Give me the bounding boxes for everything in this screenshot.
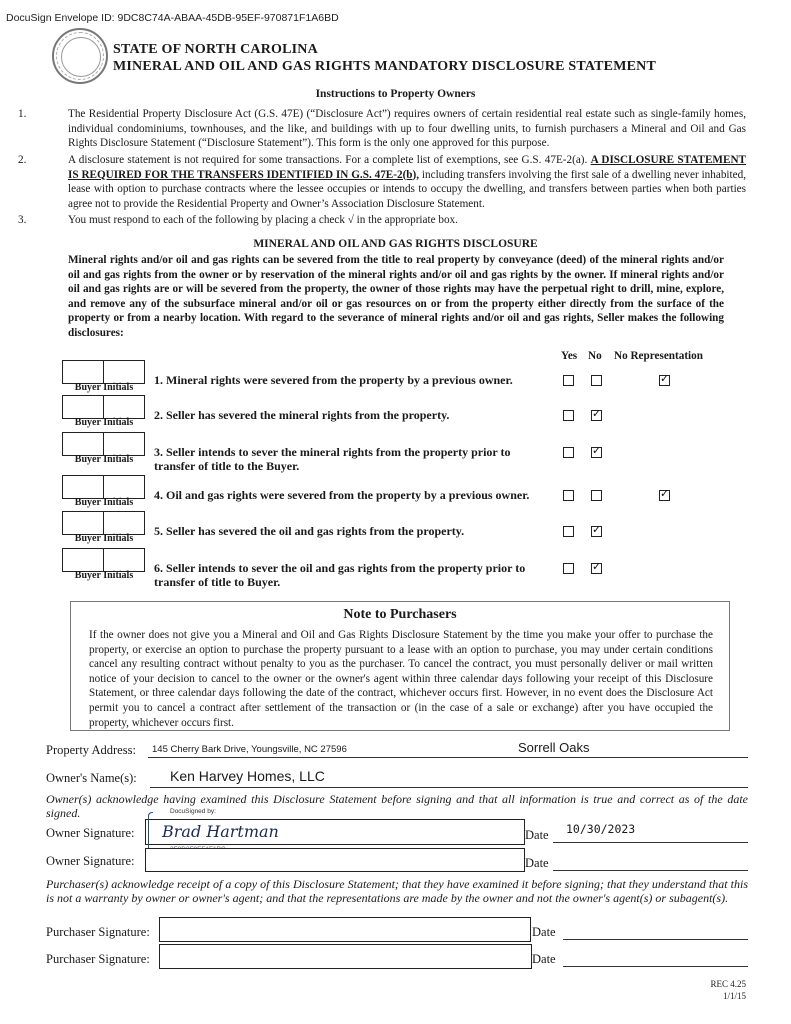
buyer-initials-box-1[interactable] [62,395,104,419]
buyer-initials-label: Buyer Initials [74,382,134,393]
instruction-item [18,213,746,228]
disclosure-question: 1. Mineral rights were severed from the property by a previous owner. [154,373,513,387]
form-footer [650,978,746,1002]
note-title: Note to Purchasers [343,607,457,622]
instruction-text: A disclosure statement is not required for some transactions. For a complete list of exemptions, see G.S. 47E-2(a). [68,154,591,166]
buyer-initials-box-1[interactable] [62,475,104,499]
checkbox-yes[interactable] [563,447,574,458]
checkbox-no[interactable] [591,563,602,574]
note-body: If the owner does not give you a Mineral and Oil and Gas Rights Disclosure Statement by the time you make your offer to purchase the property, or exercise an option to purchase the property pursuant to a lease with an option to purchase, you may under certain conditions cancel any resulting contract without penalty to you as the purchaser. To cancel the contract, you must personally deliver or mail written notice of your decision to cancel to the owner or the owner's agent within three calendar days following your receipt of this Disclosure Statement, or three calendar days following the date of the contract, whichever occurs first. However, in no event does the Disclosure Act permit you to cancel a contract after settlement of the transaction or (in the case of a sale or exchange) after you have occupied the property, whichever occurs first. [89,629,713,729]
checkbox-yes[interactable] [563,375,574,386]
buyer-initials-label: Buyer Initials [74,497,134,508]
checkbox-no-representation[interactable] [659,490,670,501]
owner-signature-label: Owner Signature: [46,854,135,868]
instruction-text: The Residential Property Disclosure Act (G.S. 47E) (“Disclosure Act”) requires owners of certain residential real estate such as single-family homes, individual condominiums, townhouses, and the like, and buildings with up to four dwelling units, to furnish purchasers a Mineral and Oil and Gas Rights Disclosure Statement (“Disclosure Statement”). This form is the only one approved for this purpose. [68,108,746,150]
date-label: Date [525,856,549,870]
checkbox-no[interactable] [591,490,602,501]
purchaser-signature-field[interactable] [159,917,531,942]
subdivision-value: Sorrell Oaks [518,740,590,755]
date-label: Date [525,828,549,842]
disclosure-question: 2. Seller has severed the mineral rights from the property. [154,408,450,422]
column-no: No [588,350,602,362]
owner-signature-2-field[interactable] [145,848,525,872]
disclosure-heading: MINERAL AND OIL AND GAS RIGHTS DISCLOSURE [253,238,538,250]
buyer-initials [62,475,146,508]
buyer-initials-box-1[interactable] [62,548,104,572]
buyer-initials [62,395,146,428]
owner-date-value: 10/30/2023 [566,822,636,836]
purchaser-acknowledgement: Purchaser(s) acknowledge receipt of a copy of this Disclosure Statement; that they have examined it before signing; that they understand that this is not a warranty by owner or owner's agent; and that the representations are made by the owner and not the owner's agent(s) or subagent(s). [46,877,748,905]
purchaser-signature-label: Purchaser Signature: [46,925,150,939]
buyer-initials-label: Buyer Initials [74,417,134,428]
buyer-initials-label: Buyer Initials [74,454,134,465]
checkbox-yes[interactable] [563,490,574,501]
instruction-number: 2. [18,154,27,166]
instruction-item [18,107,746,151]
owner-signature-label: Owner Signature: [46,826,135,840]
purchaser-signature-label: Purchaser Signature: [46,952,150,966]
docusigned-by-label: DocuSigned by: [170,808,216,815]
checkbox-no[interactable] [591,447,602,458]
property-address-label: Property Address: [46,743,136,757]
purchaser-2-date-field[interactable] [563,950,748,967]
disclosure-body: Mineral rights and/or oil and gas rights can be severed from the title to real property by conveyance (deed) of the mineral rights and/or oil and gas rights from the owner or by reservation of the mineral rights and/or oil and gas rights by the owner. If mineral rights and/or oil and gas rights are or will be severed from the property, the owner of those rights may have the perpetual right to drill, mine, explore, and remove any of the subsurface mineral and/or oil or gas resources on or from the property either directly from the surface of the property or from a nearby location. With regard to the severance of mineral rights and/or oil and gas rights, Seller makes the following disclosures: [68,254,724,339]
checkbox-yes[interactable] [563,410,574,421]
buyer-initials-label: Buyer Initials [74,533,134,544]
owner-2-date-field[interactable] [553,854,748,871]
checkbox-yes[interactable] [563,563,574,574]
form-id: REC 4.25 [710,979,746,989]
property-address-value: 145 Cherry Bark Drive, Youngsville, NC 27596 [152,744,347,755]
buyer-initials-box-1[interactable] [62,432,104,456]
buyer-initials-box-2[interactable] [103,475,145,499]
instruction-item [18,153,746,211]
owner-name-value: Ken Harvey Homes, LLC [170,768,325,784]
column-yes: Yes [561,350,578,362]
disclosure-question: 6. Seller intends to sever the oil and gas rights from the property prior to transfer of title to Buyer. [154,561,526,589]
nc-seal-icon [52,28,108,84]
instructions-heading: Instructions to Property Owners [315,88,476,100]
form-title: MINERAL AND OIL AND GAS RIGHTS MANDATORY DISCLOSURE STATEMENT [113,59,657,74]
instruction-emphasis: A DISCLOSURE STATEMENT IS REQUIRED FOR THE TRANSFERS IDENTIFIED IN G.S. 47E-2(b), [68,154,746,181]
checkbox-yes[interactable] [563,526,574,537]
owner-acknowledgement: Owner(s) acknowledge having examined this Disclosure Statement before signing and that all information is true and correct as of the date signed. [46,792,748,820]
buyer-initials-box-1[interactable] [62,360,104,384]
purchaser-date-field[interactable] [563,923,748,940]
disclosure-question: 5. Seller has severed the oil and gas rights from the property. [154,524,465,538]
instruction-text: You must respond to each of the following by placing a check √ in the appropriate box. [68,214,458,226]
buyer-initials [62,432,146,465]
buyer-initials [62,548,146,581]
buyer-initials-box-2[interactable] [103,548,145,572]
form-date: 1/1/15 [722,991,746,1001]
disclosure-question: 4. Oil and gas rights were severed from the property by a previous owner. [154,488,530,502]
instruction-number: 1. [18,108,27,120]
docusign-envelope-id: DocuSign Envelope ID: 9DC8C74A-ABAA-45DB-95EF-970871F1A6BD [6,12,339,24]
buyer-initials [62,360,146,393]
buyer-initials-box-2[interactable] [103,511,145,535]
checkbox-no-representation[interactable] [659,375,670,386]
owner-name-label: Owner's Name(s): [46,771,137,785]
date-label: Date [532,925,556,939]
checkbox-no[interactable] [591,410,602,421]
purchaser-signature-2-field[interactable] [159,944,532,969]
buyer-initials-box-2[interactable] [103,432,145,456]
buyer-initials-label: Buyer Initials [74,570,134,581]
instruction-text: including transfers involving the first sale of a dwelling never inhabited, lease with option to purchase contracts where the lessee occupies or intends to occupy the dwelling, and transfers between parties when both parties agree not to provide the Residential Property and Owner’s Association Disclosure Statement. [68,168,746,210]
instruction-number: 3. [18,214,27,226]
state-title: STATE OF NORTH CAROLINA [113,42,318,57]
checkbox-no[interactable] [591,375,602,386]
column-no-representation: No Representation [614,350,703,362]
checkbox-no[interactable] [591,526,602,537]
date-label: Date [532,952,556,966]
buyer-initials [62,511,146,544]
owner-signature-value: Brad Hartman [162,822,279,841]
docusign-bracket [148,812,153,852]
buyer-initials-box-2[interactable] [103,395,145,419]
disclosure-question: 3. Seller intends to sever the mineral rights from the property prior to transfer of title to the Buyer. [154,445,511,473]
buyer-initials-box-2[interactable] [103,360,145,384]
buyer-initials-box-1[interactable] [62,511,104,535]
note-to-purchasers [70,601,730,731]
